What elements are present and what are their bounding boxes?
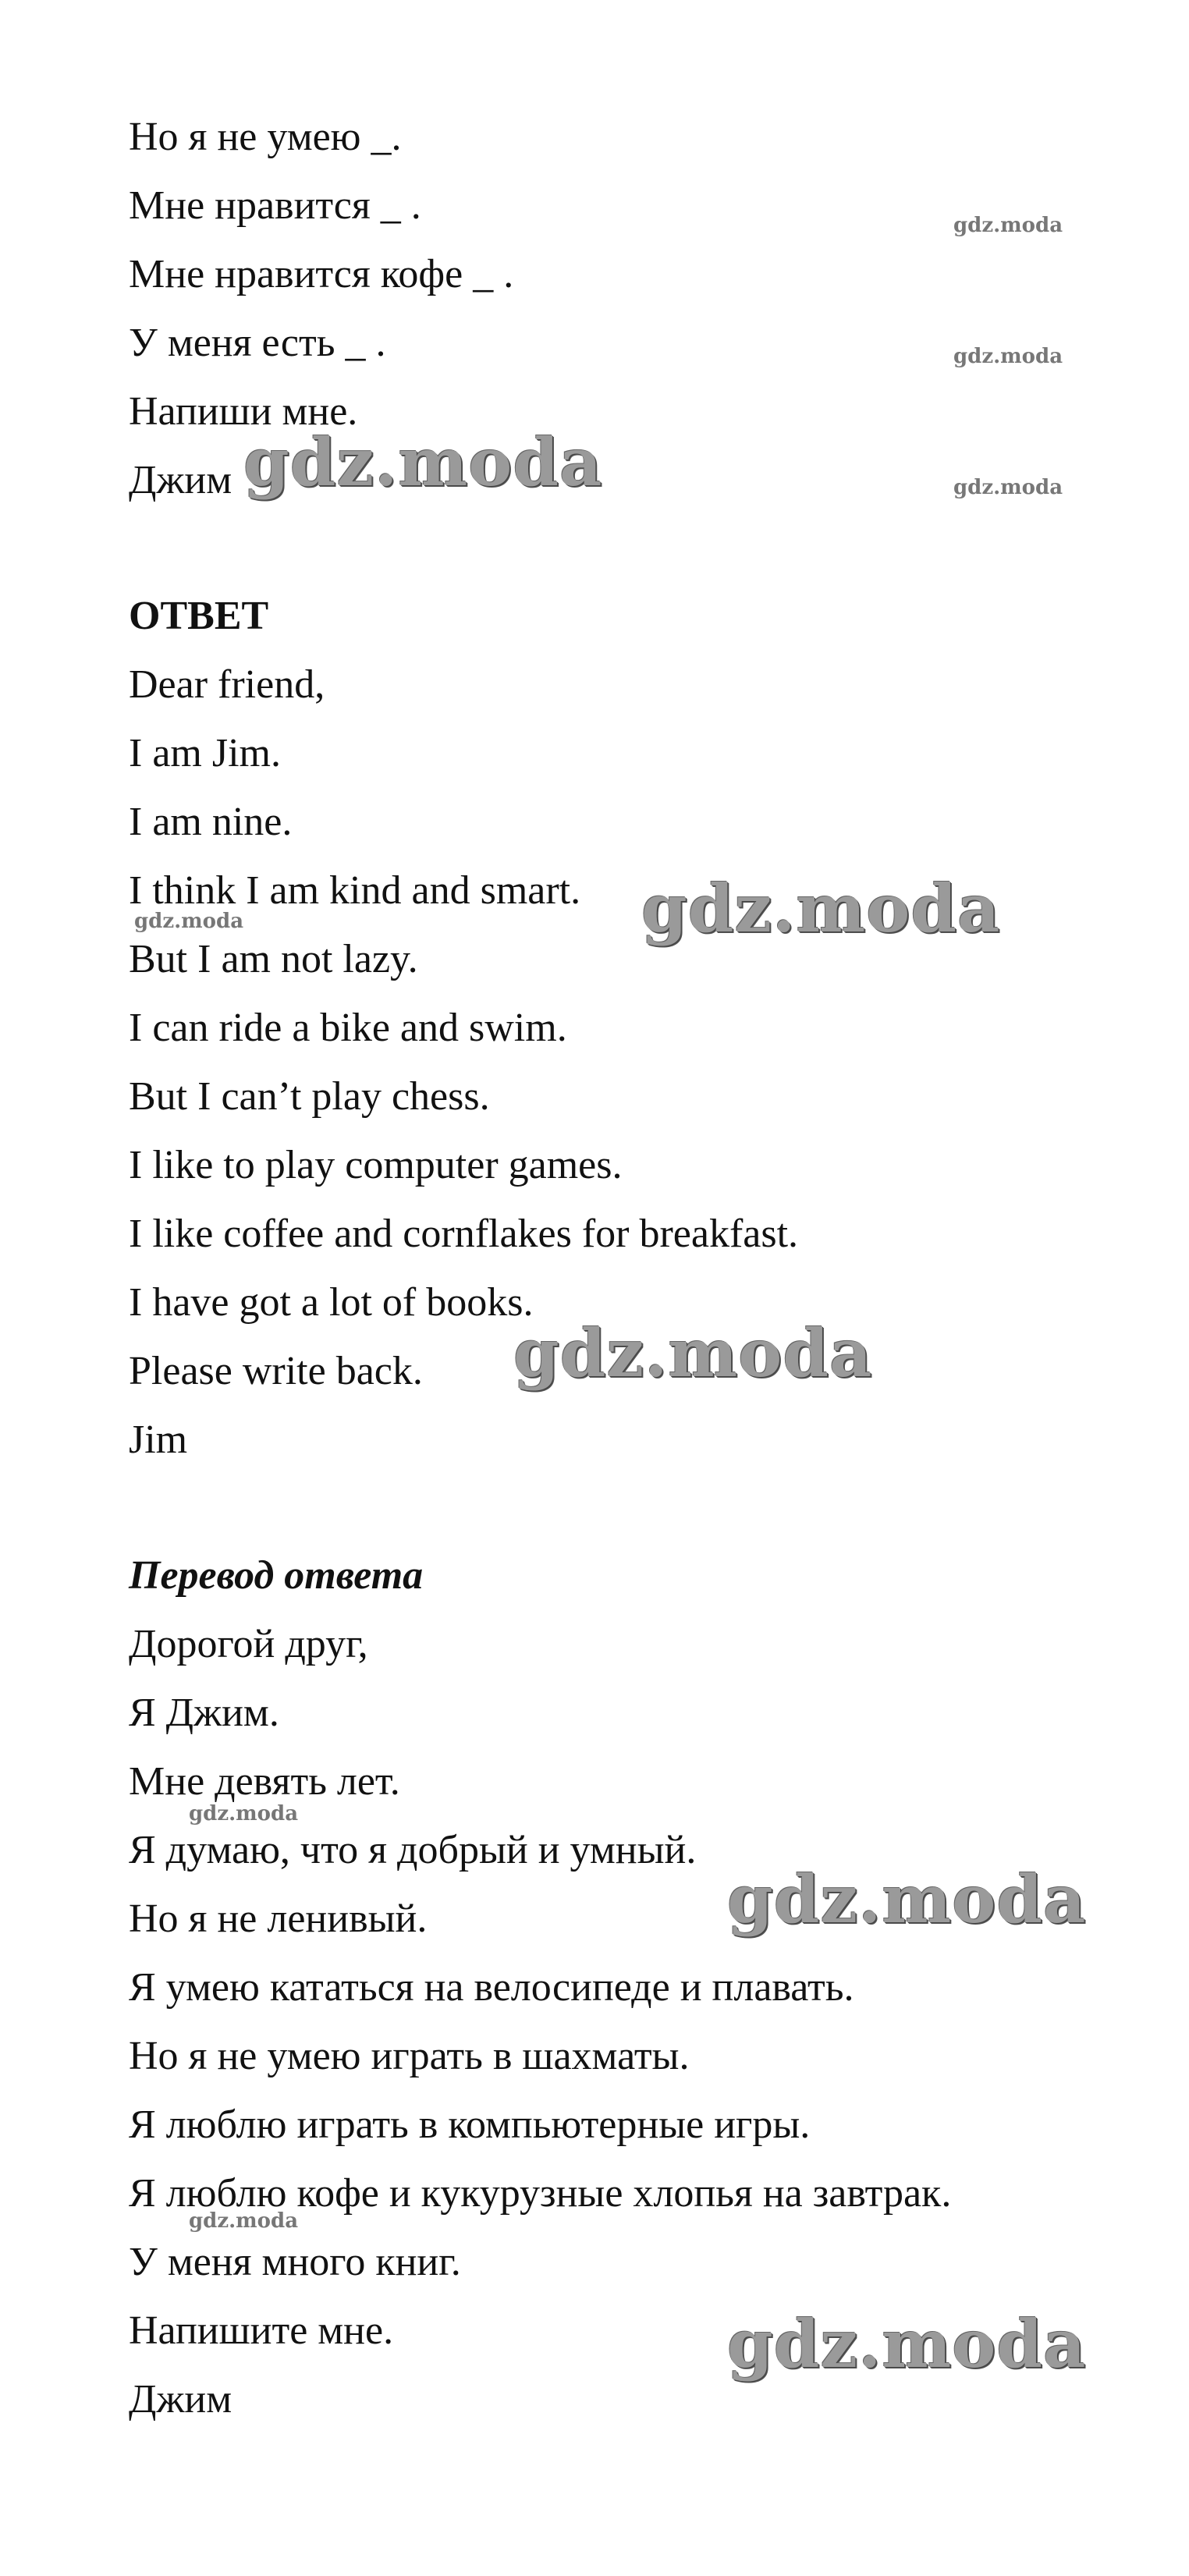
- answer-line-6: I can ride a bike and swim.: [129, 1006, 567, 1050]
- task-line-1: Но я не умею _.: [129, 115, 402, 159]
- answer-line-11: Please write back.: [129, 1349, 423, 1393]
- watermark-small: gdz.moda: [189, 2209, 299, 2233]
- translation-line-6: Я умею кататься на велосипеде и плавать.: [129, 1965, 854, 2010]
- translation-line-10: У меня много книг.: [129, 2240, 461, 2284]
- watermark-large: gdz.moda: [243, 424, 603, 501]
- translation-line-3: Мне девять лет.: [129, 1759, 400, 1804]
- translation-heading: Перевод ответа: [129, 1553, 424, 1598]
- task-line-4: У меня есть _ .: [129, 321, 386, 365]
- translation-line-8: Я люблю играть в компьютерные игры.: [129, 2102, 811, 2147]
- answer-line-9: I like coffee and cornflakes for breakfast.: [129, 1212, 799, 1256]
- watermark-small: gdz.moda: [953, 476, 1063, 499]
- answer-line-12: Jim: [129, 1418, 188, 1462]
- answer-line-8: I like to play computer games.: [129, 1143, 623, 1187]
- answer-line-3: I am nine.: [129, 800, 293, 844]
- watermark-large: gdz.moda: [727, 2305, 1087, 2383]
- task-line-2: Мне нравится _ .: [129, 183, 421, 228]
- watermark-small: gdz.moda: [189, 1802, 299, 1826]
- answer-line-7: But I can’t play chess.: [129, 1074, 490, 1119]
- answer-line-5: But I am not lazy.: [129, 937, 418, 981]
- translation-line-9: Я люблю кофе и кукурузные хлопья на завтрак.: [129, 2171, 952, 2216]
- watermark-large: gdz.moda: [727, 1861, 1087, 1938]
- task-line-5: Напиши мне.: [129, 389, 358, 434]
- translation-line-7: Но я не умею играть в шахматы.: [129, 2034, 690, 2078]
- answer-line-10: I have got a lot of books.: [129, 1280, 534, 1325]
- watermark-small: gdz.moda: [134, 910, 244, 933]
- task-line-6: Джим: [129, 458, 232, 502]
- answer-heading: ОТВЕТ: [129, 594, 269, 638]
- translation-line-4: Я думаю, что я добрый и умный.: [129, 1828, 697, 1872]
- task-line-3: Мне нравится кофе _ .: [129, 252, 514, 296]
- translation-line-12: Джим: [129, 2377, 232, 2422]
- translation-line-11: Напишите мне.: [129, 2308, 394, 2353]
- answer-line-4: I think I am kind and smart.: [129, 868, 581, 913]
- translation-line-5: Но я не ленивый.: [129, 1897, 428, 1941]
- translation-line-1: Дорогой друг,: [129, 1622, 368, 1666]
- answer-line-1: Dear friend,: [129, 662, 325, 707]
- watermark-small: gdz.moda: [953, 345, 1063, 368]
- watermark-small: gdz.moda: [953, 214, 1063, 237]
- watermark-large: gdz.moda: [513, 1315, 873, 1392]
- watermark-large: gdz.moda: [641, 870, 1001, 947]
- translation-line-2: Я Джим.: [129, 1691, 279, 1735]
- answer-line-2: I am Jim.: [129, 731, 281, 775]
